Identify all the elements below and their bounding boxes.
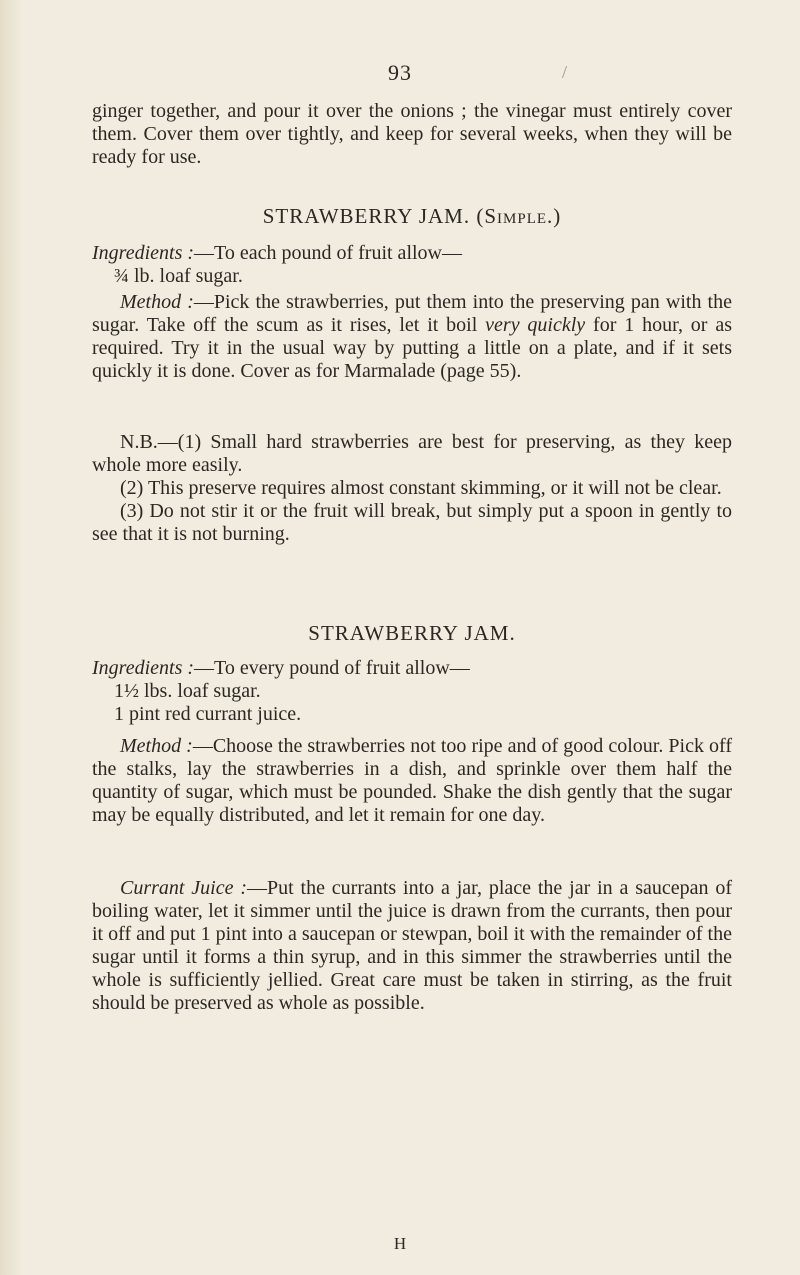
recipe-1-ingredients-line: [92, 242, 732, 265]
recipe-1-title: [92, 205, 732, 228]
recipe-1-note: (3) Do not stir it or the fruit will break, but simply put a spoon in gently to see that it is not burning.: [92, 500, 732, 545]
recipe-1-title-text: STRAWBERRY JAM.: [262, 204, 471, 228]
recipe-1-method-text-b: for 1 hour, or as required. Try it in the usual way by putting a little on a plate, and if it sets quickly it is done. Cover as for Marmalade (page 55).: [92, 314, 732, 382]
recipe-1-notes: [92, 431, 732, 546]
recipe-1-method-emphasis: very quickly: [485, 314, 586, 336]
recipe-2: [92, 622, 732, 645]
recipe-2-ingredients-label: Ingredients :: [92, 657, 195, 679]
page-number: 93: [388, 60, 412, 85]
recipe-2-currant-label: Currant Juice :: [120, 877, 247, 899]
recipe-2-currant-text: —Put the currants into a jar, place the jar in a saucepan of boiling water, let it simmer until the juice is drawn from the currants, then pour it off and put 1 pint into a saucepan or stewpan, boil it with the remainder of the sugar until it forms a thin syrup, and in this simmer the strawberries until the whole is sufficiently jellied. Great care must be taken in stirring, as the fruit should be preserved as whole as possible.: [92, 877, 732, 1014]
ingredient-item: 1 pint red currant juice.: [114, 703, 302, 725]
recipe-2-currant-paragraph: [92, 877, 732, 1015]
recipe-1-method-label: Method :: [120, 291, 194, 313]
recipe-2-currant-juice: [92, 877, 732, 1015]
recipe-2-method-label: Method :: [120, 735, 193, 757]
signature-mark: H: [393, 1234, 407, 1253]
recipe-1-method-paragraph: [92, 291, 732, 383]
recipe-1-ingredient-list: [92, 265, 732, 288]
intro-paragraph-block: [92, 100, 732, 169]
recipe-1-note: N.B.—(1) Small hard strawberries are best for preserving, as they keep whole more easily.: [92, 431, 732, 476]
recipe-1: [92, 205, 732, 228]
recipe-2-method-text: —Choose the strawberries not too ripe and of good colour. Pick off the stalks, lay the strawberries in a dish, and sprinkle over them half the quantity of sugar, which must be pounded. Shake the dish gently that the sugar may be equally distributed, and let it remain for one day.: [92, 735, 732, 826]
recipe-1-method: [92, 291, 732, 383]
recipe-1-ingredients: [92, 242, 732, 288]
recipe-1-method-text-a: —Pick the strawberries, put them into the preserving pan with the sugar. Take off the scum as it rises, let it boil: [92, 291, 732, 336]
recipe-1-ingredients-label: Ingredients :: [92, 242, 195, 264]
recipe-2-title: STRAWBERRY JAM.: [308, 621, 516, 645]
page-edge-shadow: [0, 0, 22, 1275]
recipe-2-method-paragraph: [92, 735, 732, 827]
recipe-1-ingredients-intro: —To each pound of fruit allow—: [194, 242, 462, 264]
recipe-2-ingredient-list: [92, 680, 732, 726]
recipe-2-ingredients-intro: —To every pound of fruit allow—: [194, 657, 470, 679]
recipe-2-ingredients-line: [92, 657, 732, 680]
recipe-1-note: (2) This preserve requires almost constant skimming, or it will not be clear.: [120, 477, 722, 499]
recipe-1-title-note: (Simple.): [476, 204, 562, 228]
ingredient-item: ¾ lb. loaf sugar.: [114, 265, 243, 287]
ingredient-item: 1½ lbs. loaf sugar.: [114, 680, 261, 702]
intro-paragraph: ginger together, and pour it over the onions ; the vinegar must entirely cover them. Cover them over tightly, and keep for several weeks, when they will be ready for use.: [92, 100, 732, 168]
recipe-2-ingredients: [92, 657, 732, 726]
margin-mark: /: [562, 62, 568, 82]
recipe-2-method: [92, 735, 732, 827]
